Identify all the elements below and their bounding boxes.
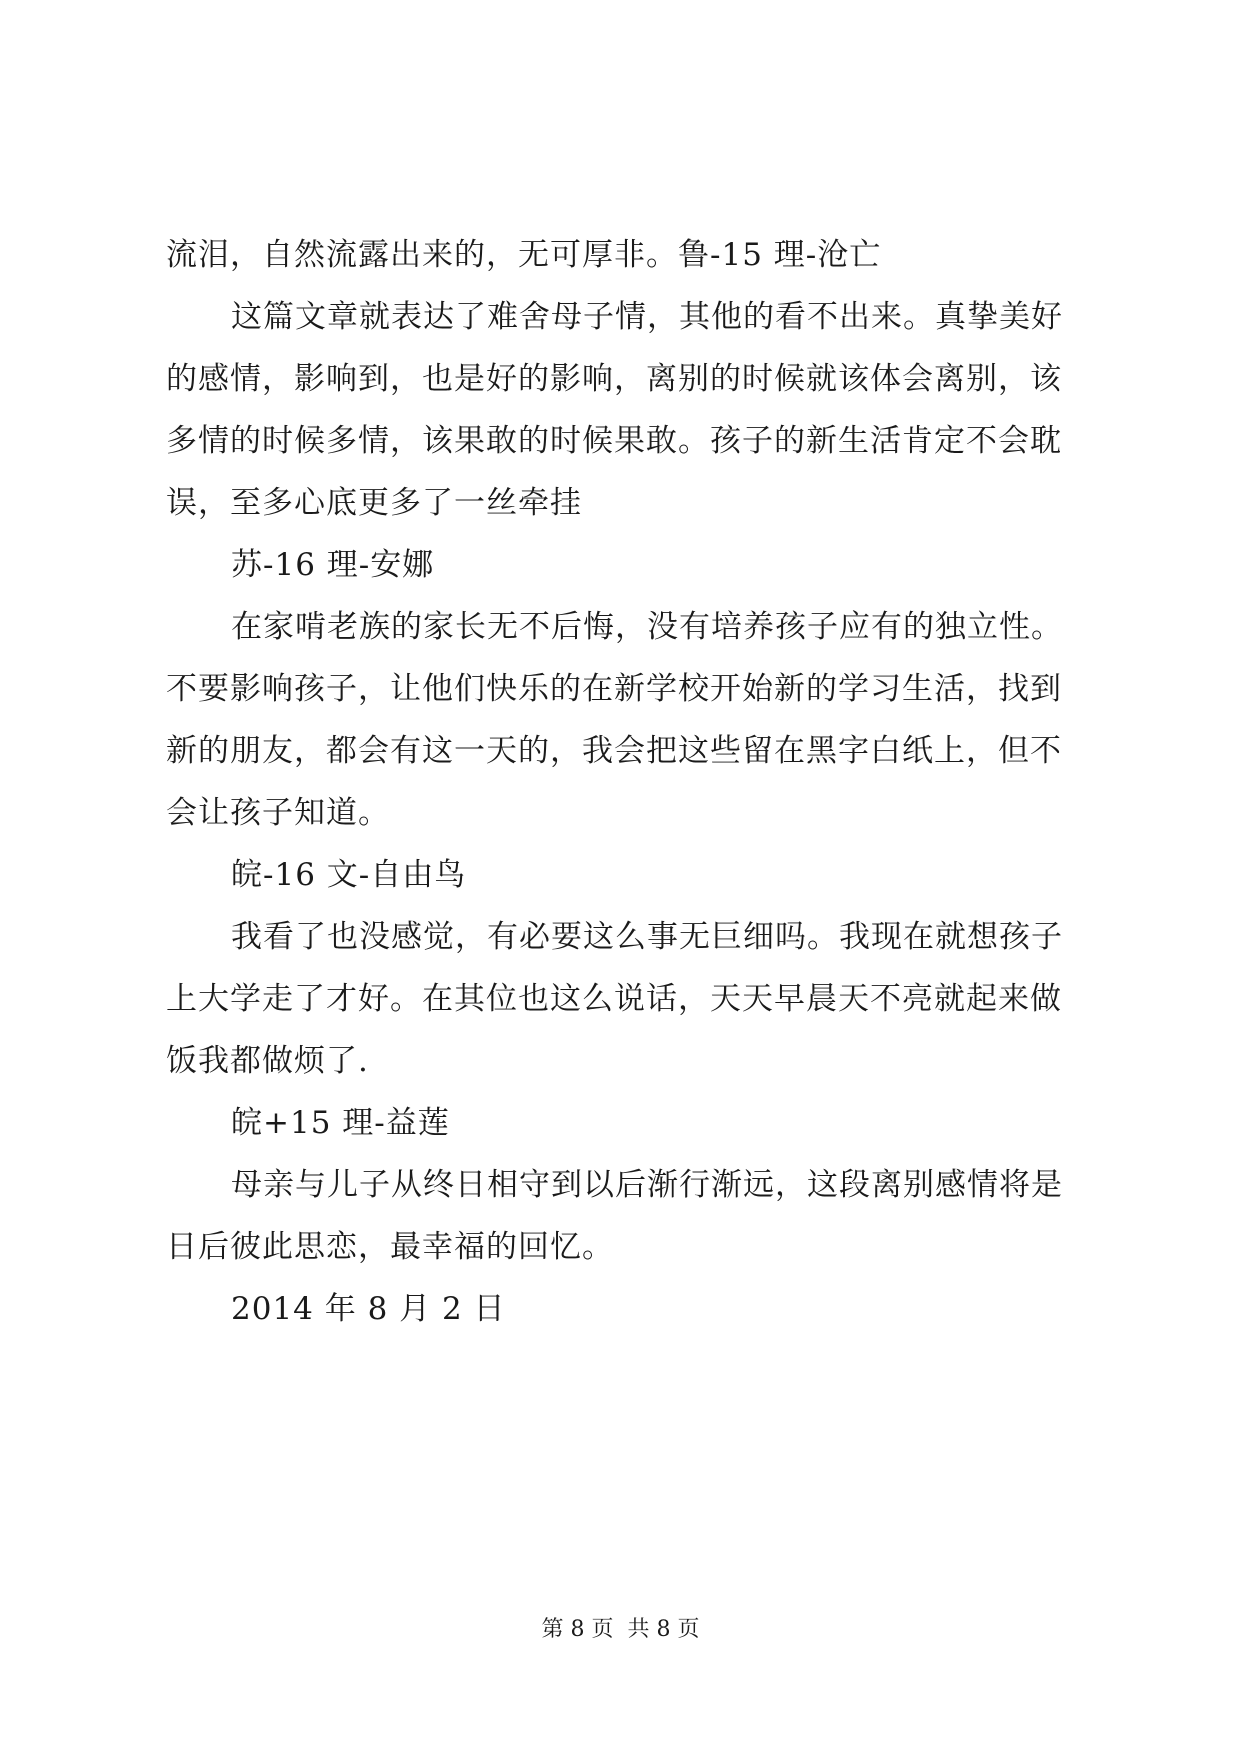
text-line: 不要影响孩子，让他们快乐的在新学校开始新的学习生活，找到 <box>166 671 1062 707</box>
text-line: 新的朋友，都会有这一天的，我会把这些留在黑字白纸上，但不 <box>166 733 1062 769</box>
text-line: 多情的时候多情，该果敢的时候果敢。孩子的新生活肯定不会耽 <box>166 423 1062 459</box>
text-line: 的感情，影响到，也是好的影响，离别的时候就该体会离别，该 <box>166 361 1062 397</box>
text-line: 上大学走了才好。在其位也这么说话，天天早晨天不亮就起来做 <box>166 981 1062 1017</box>
document-body <box>166 224 1076 1340</box>
paragraph-start-line: 母亲与儿子从终日相守到以后渐行渐远，这段离别感情将是 <box>231 1167 1063 1203</box>
paragraph-start-line: 这篇文章就表达了难舍母子情，其他的看不出来。真挚美好 <box>231 299 1063 335</box>
signature-line: 皖+15 理-益莲 <box>231 1105 450 1141</box>
text-line: 饭我都做烦了. <box>166 1043 369 1079</box>
text-line: 流泪，自然流露出来的，无可厚非。鲁-15 理-沧亡 <box>166 237 882 273</box>
text-line: 会让孩子知道。 <box>166 795 390 831</box>
page-footer: 第 8 页 共 8 页 <box>541 1617 700 1642</box>
paragraph-start-line: 我看了也没感觉，有必要这么事无巨细吗。我现在就想孩子 <box>231 919 1063 955</box>
paragraph-start-line: 在家啃老族的家长无不后悔，没有培养孩子应有的独立性。 <box>231 609 1063 645</box>
signature-line: 苏-16 理-安娜 <box>231 547 435 583</box>
text-line: 误，至多心底更多了一丝牵挂 <box>166 485 582 521</box>
date-line: 2014 年 8 月 2 日 <box>231 1291 506 1327</box>
text-line: 日后彼此思恋，最幸福的回忆。 <box>166 1229 614 1265</box>
signature-line: 皖-16 文-自由鸟 <box>231 857 467 893</box>
